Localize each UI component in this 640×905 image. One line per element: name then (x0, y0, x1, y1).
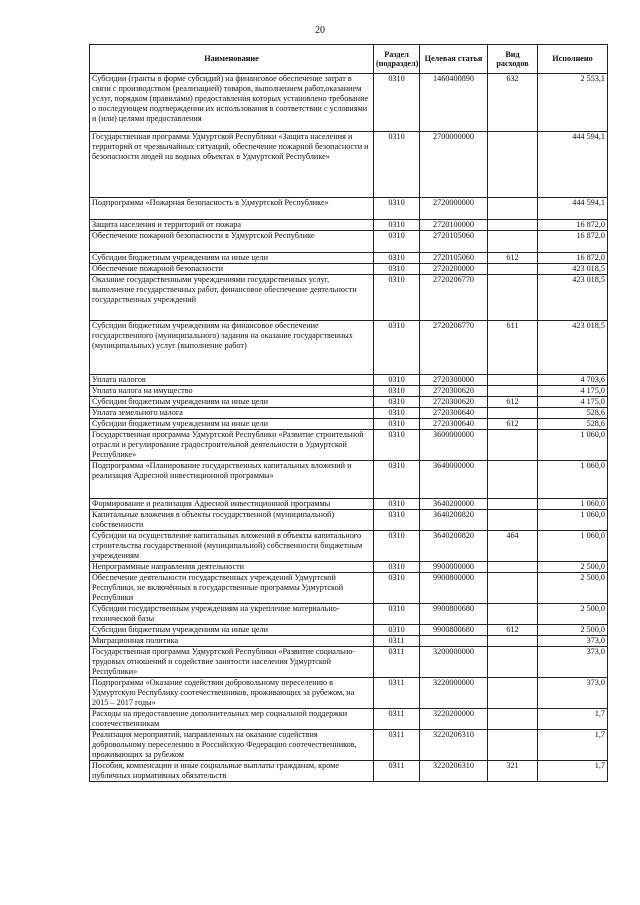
row-expense: 321 (488, 761, 538, 782)
row-value: 373,0 (538, 647, 608, 678)
row-expense (488, 562, 538, 573)
row-name: Государственная программа Удмуртской Республики «Развитие социально-трудовых отношений и содействие занятости населения Удмуртской Республики» (90, 647, 374, 678)
row-name: Обеспечение пожарной безопасности (90, 264, 374, 275)
table-row (90, 499, 608, 510)
row-section: 0310 (374, 461, 420, 499)
row-name: Подпрограмма «Оказание содействия добровольному переселению в Удмуртскую Республику соотечественников, проживающих за рубежом, на 2015 – 2017 годы» (90, 678, 374, 709)
row-expense: 612 (488, 419, 538, 430)
row-item: 3220206310 (420, 761, 488, 782)
row-name: Подпрограмма «Пожарная безопасность в Удмуртской Республике» (90, 198, 374, 220)
table-row (90, 531, 608, 562)
table-row (90, 604, 608, 625)
row-expense (488, 636, 538, 647)
table-row (90, 461, 608, 499)
row-name: Государственная программа Удмуртской Республики «Развитие строительной отрасли и регулирование градостроительной деятельности в Удмуртской Республике» (90, 430, 374, 461)
row-name: Формирование и реализация Адресной инвестиционной программы (90, 499, 374, 510)
row-section: 0310 (374, 625, 420, 636)
table-row (90, 510, 608, 531)
row-section: 0310 (374, 220, 420, 231)
table-row (90, 419, 608, 430)
row-name: Обеспечение пожарной безопасности в Удмуртской Республике (90, 231, 374, 253)
row-expense (488, 730, 538, 761)
row-name: Уплата налогов (90, 375, 374, 386)
row-name: Субсидии (гранты в форме субсидий) на финансовое обеспечение затрат в связи с производством (реализацией) товаров, выполнением работ,оказанием услуг, порядком (правилами) предоставления которых установлено требование о последующем подтверждении их использования в соответствии с условиями и (или) целями предоставления (90, 74, 374, 132)
row-section: 0310 (374, 321, 420, 375)
row-name: Реализация мероприятий, направленных на оказание содействия добровольному переселению в Российскую Федерацию соотечественников, проживающих за рубежом (90, 730, 374, 761)
row-value: 528,6 (538, 419, 608, 430)
table-row (90, 636, 608, 647)
row-value: 1 060,0 (538, 499, 608, 510)
table-row (90, 375, 608, 386)
table-row (90, 264, 608, 275)
row-name: Уплата земельного налога (90, 408, 374, 419)
row-value: 16 872,0 (538, 231, 608, 253)
table-row (90, 132, 608, 198)
row-expense (488, 430, 538, 461)
row-value: 373,0 (538, 678, 608, 709)
row-section: 0310 (374, 198, 420, 220)
row-expense (488, 573, 538, 604)
table-row (90, 397, 608, 408)
page-number: 20 (315, 25, 325, 36)
table-row (90, 231, 608, 253)
row-name: Субсидии бюджетным учреждениям на иные цели (90, 253, 374, 264)
header-row (90, 45, 608, 74)
row-section: 0311 (374, 709, 420, 730)
row-section: 0310 (374, 562, 420, 573)
table-row (90, 408, 608, 419)
row-section: 0310 (374, 604, 420, 625)
row-value: 423 018,5 (538, 264, 608, 275)
row-section: 0311 (374, 636, 420, 647)
table-row (90, 730, 608, 761)
row-section: 0310 (374, 510, 420, 531)
row-expense (488, 264, 538, 275)
row-item: 2700000000 (420, 132, 488, 198)
row-item: 3220206310 (420, 730, 488, 761)
row-item: 3640200820 (420, 510, 488, 531)
row-section: 0310 (374, 430, 420, 461)
row-name: Обеспечение деятельности государственных учреждений Удмуртской Республики, не включённых в государственные программы Удмуртской Республики (90, 573, 374, 604)
row-expense (488, 647, 538, 678)
row-name: Субсидии бюджетным учреждениям на иные цели (90, 419, 374, 430)
row-item: 1460400890 (420, 74, 488, 132)
row-expense (488, 499, 538, 510)
row-item: 2720300620 (420, 386, 488, 397)
table-row (90, 625, 608, 636)
budget-table (89, 44, 608, 782)
row-expense (488, 461, 538, 499)
table-row (90, 430, 608, 461)
row-value: 1 060,0 (538, 510, 608, 531)
row-item: 9900800000 (420, 573, 488, 604)
row-item: 3640200000 (420, 499, 488, 510)
table-row (90, 275, 608, 321)
row-section: 0310 (374, 231, 420, 253)
row-expense (488, 231, 538, 253)
row-expense: 464 (488, 531, 538, 562)
row-expense: 611 (488, 321, 538, 375)
row-section: 0310 (374, 275, 420, 321)
row-value: 1,7 (538, 730, 608, 761)
row-expense (488, 275, 538, 321)
row-item: 3600000000 (420, 430, 488, 461)
row-section: 0310 (374, 397, 420, 408)
row-section: 0310 (374, 375, 420, 386)
row-value: 444 594,1 (538, 198, 608, 220)
table-row (90, 573, 608, 604)
row-expense: 612 (488, 253, 538, 264)
row-value: 2 500,0 (538, 562, 608, 573)
row-item: 3640200820 (420, 531, 488, 562)
row-expense (488, 678, 538, 709)
table-row (90, 761, 608, 782)
row-value: 2 553,1 (538, 74, 608, 132)
table-row (90, 198, 608, 220)
row-item: 2720300000 (420, 375, 488, 386)
header-section: Раздел (подраздел) (374, 45, 420, 74)
row-expense (488, 220, 538, 231)
table-row (90, 220, 608, 231)
row-value: 4 175,0 (538, 397, 608, 408)
row-item: 2720206770 (420, 275, 488, 321)
table-row (90, 386, 608, 397)
row-name: Непрограммные направления деятельности (90, 562, 374, 573)
row-expense (488, 604, 538, 625)
header-expense: Вид расходов (488, 45, 538, 74)
row-name: Субсидии бюджетным учреждениям на иные цели (90, 397, 374, 408)
header-name: Наименование (90, 45, 374, 74)
row-item: 9900800680 (420, 604, 488, 625)
row-section: 0310 (374, 419, 420, 430)
row-item: 2720300640 (420, 408, 488, 419)
row-name: Субсидии на осуществление капитальных вложений в объекты капитального строительства государственной (муниципальной) собственности бюджетным учреждениям (90, 531, 374, 562)
row-name: Подпрограмма «Планирование государственных капитальных вложений и реализация Адресной инвестиционной программы» (90, 461, 374, 499)
row-item: 2720300620 (420, 397, 488, 408)
row-section: 0310 (374, 499, 420, 510)
row-value: 423 018,5 (538, 275, 608, 321)
row-item: 2720300640 (420, 419, 488, 430)
row-expense (488, 408, 538, 419)
row-value: 1,7 (538, 761, 608, 782)
row-value: 444 594,1 (538, 132, 608, 198)
row-item: 3220200000 (420, 709, 488, 730)
row-section: 0311 (374, 730, 420, 761)
row-value: 2 500,0 (538, 604, 608, 625)
table-row (90, 74, 608, 132)
row-section: 0310 (374, 132, 420, 198)
row-value: 2 500,0 (538, 625, 608, 636)
table-row (90, 678, 608, 709)
row-expense (488, 709, 538, 730)
row-name: Защита населения и территорий от пожара (90, 220, 374, 231)
row-value: 1,7 (538, 709, 608, 730)
row-name: Миграционная политика (90, 636, 374, 647)
row-expense (488, 386, 538, 397)
table-row (90, 562, 608, 573)
row-value: 2 500,0 (538, 573, 608, 604)
row-item: 9900000000 (420, 562, 488, 573)
header-item: Целевая статья (420, 45, 488, 74)
row-item: 3220000000 (420, 678, 488, 709)
row-value: 1 060,0 (538, 430, 608, 461)
header-value: Исполнено (538, 45, 608, 74)
row-value: 373,0 (538, 636, 608, 647)
table-row (90, 321, 608, 375)
row-expense: 612 (488, 397, 538, 408)
row-item: 2720100000 (420, 220, 488, 231)
table-row (90, 253, 608, 264)
row-section: 0310 (374, 573, 420, 604)
row-item: 2720000000 (420, 198, 488, 220)
row-item: 2720200000 (420, 264, 488, 275)
row-name: Капитальные вложения в объекты государственной (муниципальной) собственности (90, 510, 374, 531)
row-section: 0310 (374, 386, 420, 397)
row-section: 0310 (374, 531, 420, 562)
row-item: 2720105060 (420, 231, 488, 253)
table-row (90, 647, 608, 678)
row-name: Оказание государственными учреждениями государственных услуг, выполнение государственных работ, финансовое обеспечение деятельности государственных учреждений (90, 275, 374, 321)
row-expense (488, 510, 538, 531)
row-name: Уплата налога на имущество (90, 386, 374, 397)
table-row (90, 709, 608, 730)
row-value: 423 018,5 (538, 321, 608, 375)
row-value: 4 703,6 (538, 375, 608, 386)
row-expense (488, 375, 538, 386)
row-value: 16 872,0 (538, 220, 608, 231)
row-item: 3640000000 (420, 461, 488, 499)
row-value: 16 872,0 (538, 253, 608, 264)
row-expense: 612 (488, 625, 538, 636)
row-item: 9900800680 (420, 625, 488, 636)
row-value: 4 175,0 (538, 386, 608, 397)
row-expense (488, 198, 538, 220)
row-value: 528,6 (538, 408, 608, 419)
row-name: Субсидии бюджетным учреждениям на финансовое обеспечение государственного (муниципального) задания на оказание государственных (муниципальных) услуг (выполнение работ) (90, 321, 374, 375)
row-name: Субсидии бюджетным учреждениям на иные цели (90, 625, 374, 636)
row-item: 3200000000 (420, 647, 488, 678)
row-item: 2720206770 (420, 321, 488, 375)
row-section: 0311 (374, 647, 420, 678)
row-section: 0311 (374, 761, 420, 782)
row-name: Субсидии государственным учреждениям на укрепление материально-технической базы (90, 604, 374, 625)
row-expense (488, 132, 538, 198)
row-value: 1 060,0 (538, 461, 608, 499)
row-item (420, 636, 488, 647)
row-value: 1 060,0 (538, 531, 608, 562)
row-section: 0311 (374, 678, 420, 709)
row-name: Расходы на предоставление дополнительных мер социальной поддержки соотечественникам (90, 709, 374, 730)
row-expense: 632 (488, 74, 538, 132)
row-section: 0310 (374, 408, 420, 419)
row-section: 0310 (374, 264, 420, 275)
row-item: 2720105060 (420, 253, 488, 264)
row-name: Государственная программа Удмуртской Республики «Защита населения и территорий от чрезвычайных ситуаций, обеспечение пожарной безопасности и безопасности людей на водных объектах в Удмуртской Республике» (90, 132, 374, 198)
row-name: Пособия, компенсации и иные социальные выплаты гражданам, кроме публичных нормативных обязательств (90, 761, 374, 782)
row-section: 0310 (374, 74, 420, 132)
row-section: 0310 (374, 253, 420, 264)
